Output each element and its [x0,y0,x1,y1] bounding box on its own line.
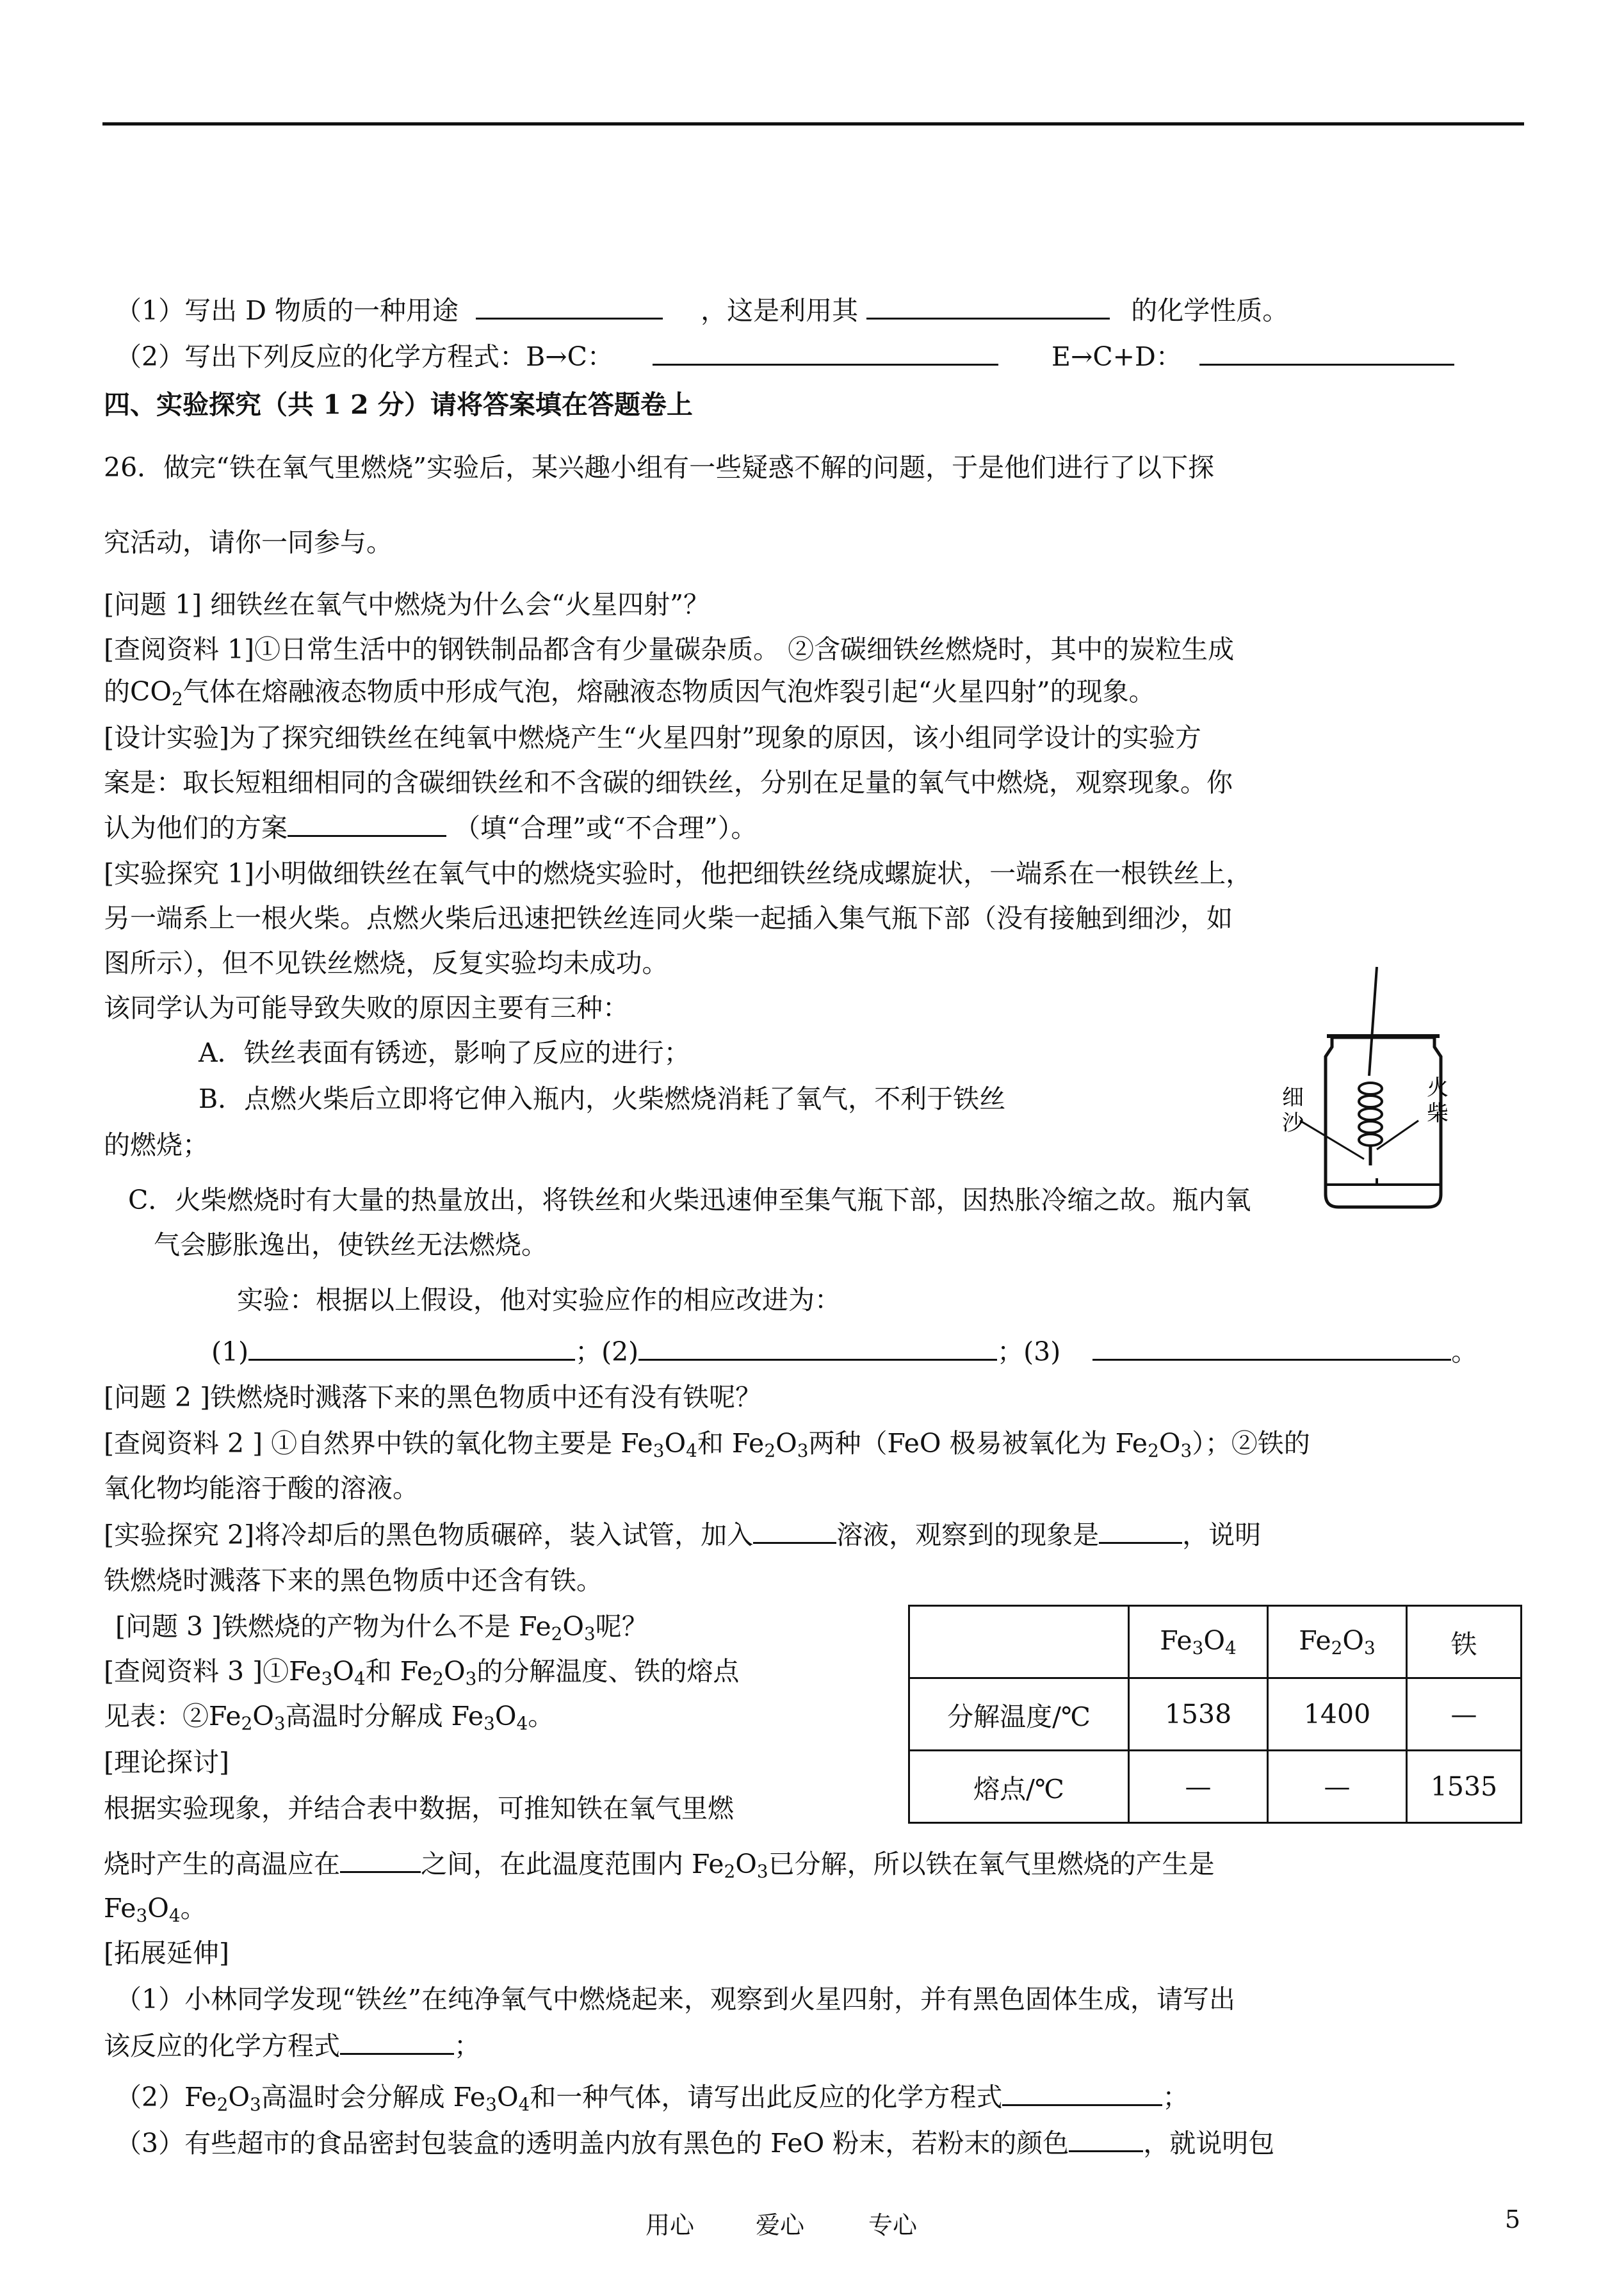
answer-blank[interactable] [1199,341,1454,366]
iron-coil-icon [1359,1083,1382,1146]
table-cell: — [1407,1678,1522,1751]
answer-blank[interactable] [753,1519,836,1544]
answer-blank[interactable] [1002,2081,1162,2106]
option-c: C．火柴燃烧时有大量的热量放出，将铁丝和火柴迅速伸至集气瓶下部，因热胀冷缩之故。瓶内氧 [128,1185,1251,1215]
extension-2: $(2)Fe_2O_3$高温时会分解成 $Fe_3O_4$和一种气体，请写出此反应的化学方程式 ； [115,2082,1189,2115]
q25-line1: （1）写出 D 物质的一种用途 ，这是利用其 的化学性质。 [115,295,1289,326]
page-number: 5 [1505,2205,1521,2234]
q26-intro: 26．做完“铁在氧气里燃烧”实验后，某兴趣小组有一些疑惑不解的问题，于是他们进行了以下探 [104,452,1215,483]
problem-2: [问题 2 ]铁燃烧时溅落下来的黑色物质中还有没有铁呢？ [104,1382,762,1413]
answer-blank[interactable] [288,812,446,837]
pointer-line-match [1377,1121,1418,1149]
reference-1: [查阅资料 1]①日常生活中的钢铁制品都含有少量碳杂质。 ②含碳细铁丝燃烧时，其中的炭粒生成 [104,634,1235,665]
table-row-label: 分解温度/℃ [909,1678,1129,1751]
answer-blank[interactable] [1099,1519,1182,1544]
data-table [908,1605,1522,1824]
experiment-1: [实验探究 1]小明做细铁丝在氧气中的燃烧实验时，他把细铁丝绕成螺旋状，一端系在一根铁丝上， [104,858,1253,889]
theory-line-2: 烧时产生的高温应在 之间，在此温度范围内 $Fe_2O_3$已分解，所以铁在氧气里燃烧的产生是 [104,1849,1215,1882]
problem-1: [问题 1] 细铁丝在氧气中燃烧为什么会“火星四射”？ [104,589,710,620]
option-c-cont: 气会膨胀逸出，使铁丝无法燃烧。 [154,1229,548,1260]
option-b: B．点燃火柴后立即将它伸入瓶内，火柴燃烧消耗了氧气，不利于铁丝 [199,1083,1006,1114]
table-row [909,1678,1522,1751]
answer-blank[interactable] [340,2030,454,2055]
q26-intro-2: 究活动，请你一同参与。 [104,527,393,558]
table-header: $Fe_2O_3$ [1268,1606,1407,1678]
reference-3: [查阅资料 3 ]$①Fe_3O_4$和 $Fe_2O_3$的分解温度、铁的熔点 [104,1656,740,1689]
reference-3-cont: 见表：$②Fe_2O_3$高温时分解成 $Fe_3O_4$。 [104,1701,555,1734]
table-cell: 1400 [1268,1678,1407,1751]
table-header-row [909,1606,1522,1678]
answer-blank[interactable] [866,295,1110,320]
theory-line-1: 根据实验现象，并结合表中数据，可推知铁在氧气里燃 [104,1793,734,1824]
experiment-1-2: 另一端系上一根火柴。点燃火柴后迅速把铁丝连同火柴一起插入集气瓶下部（没有接触到细沙，如 [104,903,1233,934]
option-b-cont: 的燃烧； [104,1130,209,1160]
extension-3: （3）有些超市的食品密封包装盒的透明盖内放有黑色的 FeO 粉末，若粉末的颜色 ，就说明包 [115,2128,1275,2159]
experiment-2-cont: 铁燃烧时溅落下来的黑色物质中还含有铁。 [104,1565,603,1596]
table-cell: 1535 [1407,1751,1522,1823]
theory-line-3: $Fe_3O_4$。 [104,1893,207,1926]
answer-blank[interactable] [476,295,663,320]
design-experiment: [设计实验]为了探究细铁丝在纯氧中燃烧产生“火星四射”现象的原因，该小组同学设计的实验方 [104,722,1201,753]
answer-blank[interactable] [248,1336,575,1361]
reference-1-cont: 的$CO_2$气体在熔融液态物质中形成气泡，熔融液态物质因气泡炸裂引起“火星四射”的现象。 [104,676,1155,710]
table-cell: 1538 [1129,1678,1268,1751]
table-header: $Fe_3O_4$ [1129,1606,1268,1678]
reference-2-cont: 氧化物均能溶于酸的溶液。 [104,1473,419,1504]
gas-jar [1326,1037,1441,1207]
table-row [909,1751,1522,1823]
extension-heading: [拓展延伸] [104,1938,229,1968]
reference-2: [查阅资料 2 ] ①自然界中铁的氧化物主要是 $Fe_3O_4$和 $Fe_2O_3$两种（FeO 极易被氧化为 $Fe_2O_3$）；②铁的 [104,1428,1310,1461]
table-corner [909,1606,1129,1678]
design-experiment-2: 案是：取长短粗细相同的含碳细铁丝和不含碳的细铁丝，分别在足量的氧气中燃烧，观察现象。你 [104,767,1233,798]
iron-wire-rod [1369,967,1377,1076]
experiment-2: [实验探究 2]将冷却后的黑色物质碾碎，装入试管，加入 溶液，观察到的现象是 ，说明 [104,1520,1262,1550]
problem-3: [问题 3 ]铁燃烧的产物为什么不是 $Fe_2O_3$呢？ [115,1611,648,1644]
section-title: 四、实验探究（共 1 2 分）请将答案填在答题卷上 [104,389,693,420]
extension-1-cont: 该反应的化学方程式 ； [104,2031,480,2061]
experiment-1-3: 图所示），但不见铁丝燃烧，反复实验均未成功。 [104,948,669,978]
header-rule [102,122,1524,126]
experiment-improvement: 实验：根据以上假设，他对实验应作的相应改进为： [237,1285,841,1315]
theory-heading: [理论探讨] [104,1747,229,1778]
experiment-1-4: 该同学认为可能导致失败的原因主要有三种： [104,993,629,1023]
answer-blank[interactable] [653,341,998,366]
footer-left: 用心 [646,2211,695,2239]
sand-layer [1327,1178,1440,1185]
footer-right: 专心 [868,2211,918,2239]
answer-blank[interactable] [638,1336,997,1361]
apparatus-figure [1281,961,1454,1217]
table-cell: — [1268,1751,1407,1823]
design-experiment-3: 认为他们的方案 （填“合理”或“不合理”）。 [104,813,758,843]
option-a: A．铁丝表面有锈迹，影响了反应的进行； [199,1037,690,1068]
table-header: 铁 [1407,1606,1522,1678]
extension-1: （1）小林同学发现“铁丝”在纯净氧气中燃烧起来，观察到火星四射，并有黑色固体生成，请写出 [115,1984,1236,2015]
answer-blank[interactable] [1069,2127,1143,2152]
answer-blank[interactable] [1092,1336,1451,1361]
answer-blank[interactable] [340,1848,421,1873]
pointer-line-sand [1300,1121,1364,1159]
figure-label-match: 火柴 [1427,1075,1449,1126]
improvement-blanks: (1) ；(2) ；(3) 。 [211,1336,1478,1367]
footer-mid: 爱心 [756,2211,805,2239]
table-row-label: 熔点/℃ [909,1751,1129,1823]
figure-label-sand: 细沙 [1282,1085,1304,1136]
table-cell: — [1129,1751,1268,1823]
q25-line2: （2）写出下列反应的化学方程式：B→C： E→C+D： [115,341,1454,373]
